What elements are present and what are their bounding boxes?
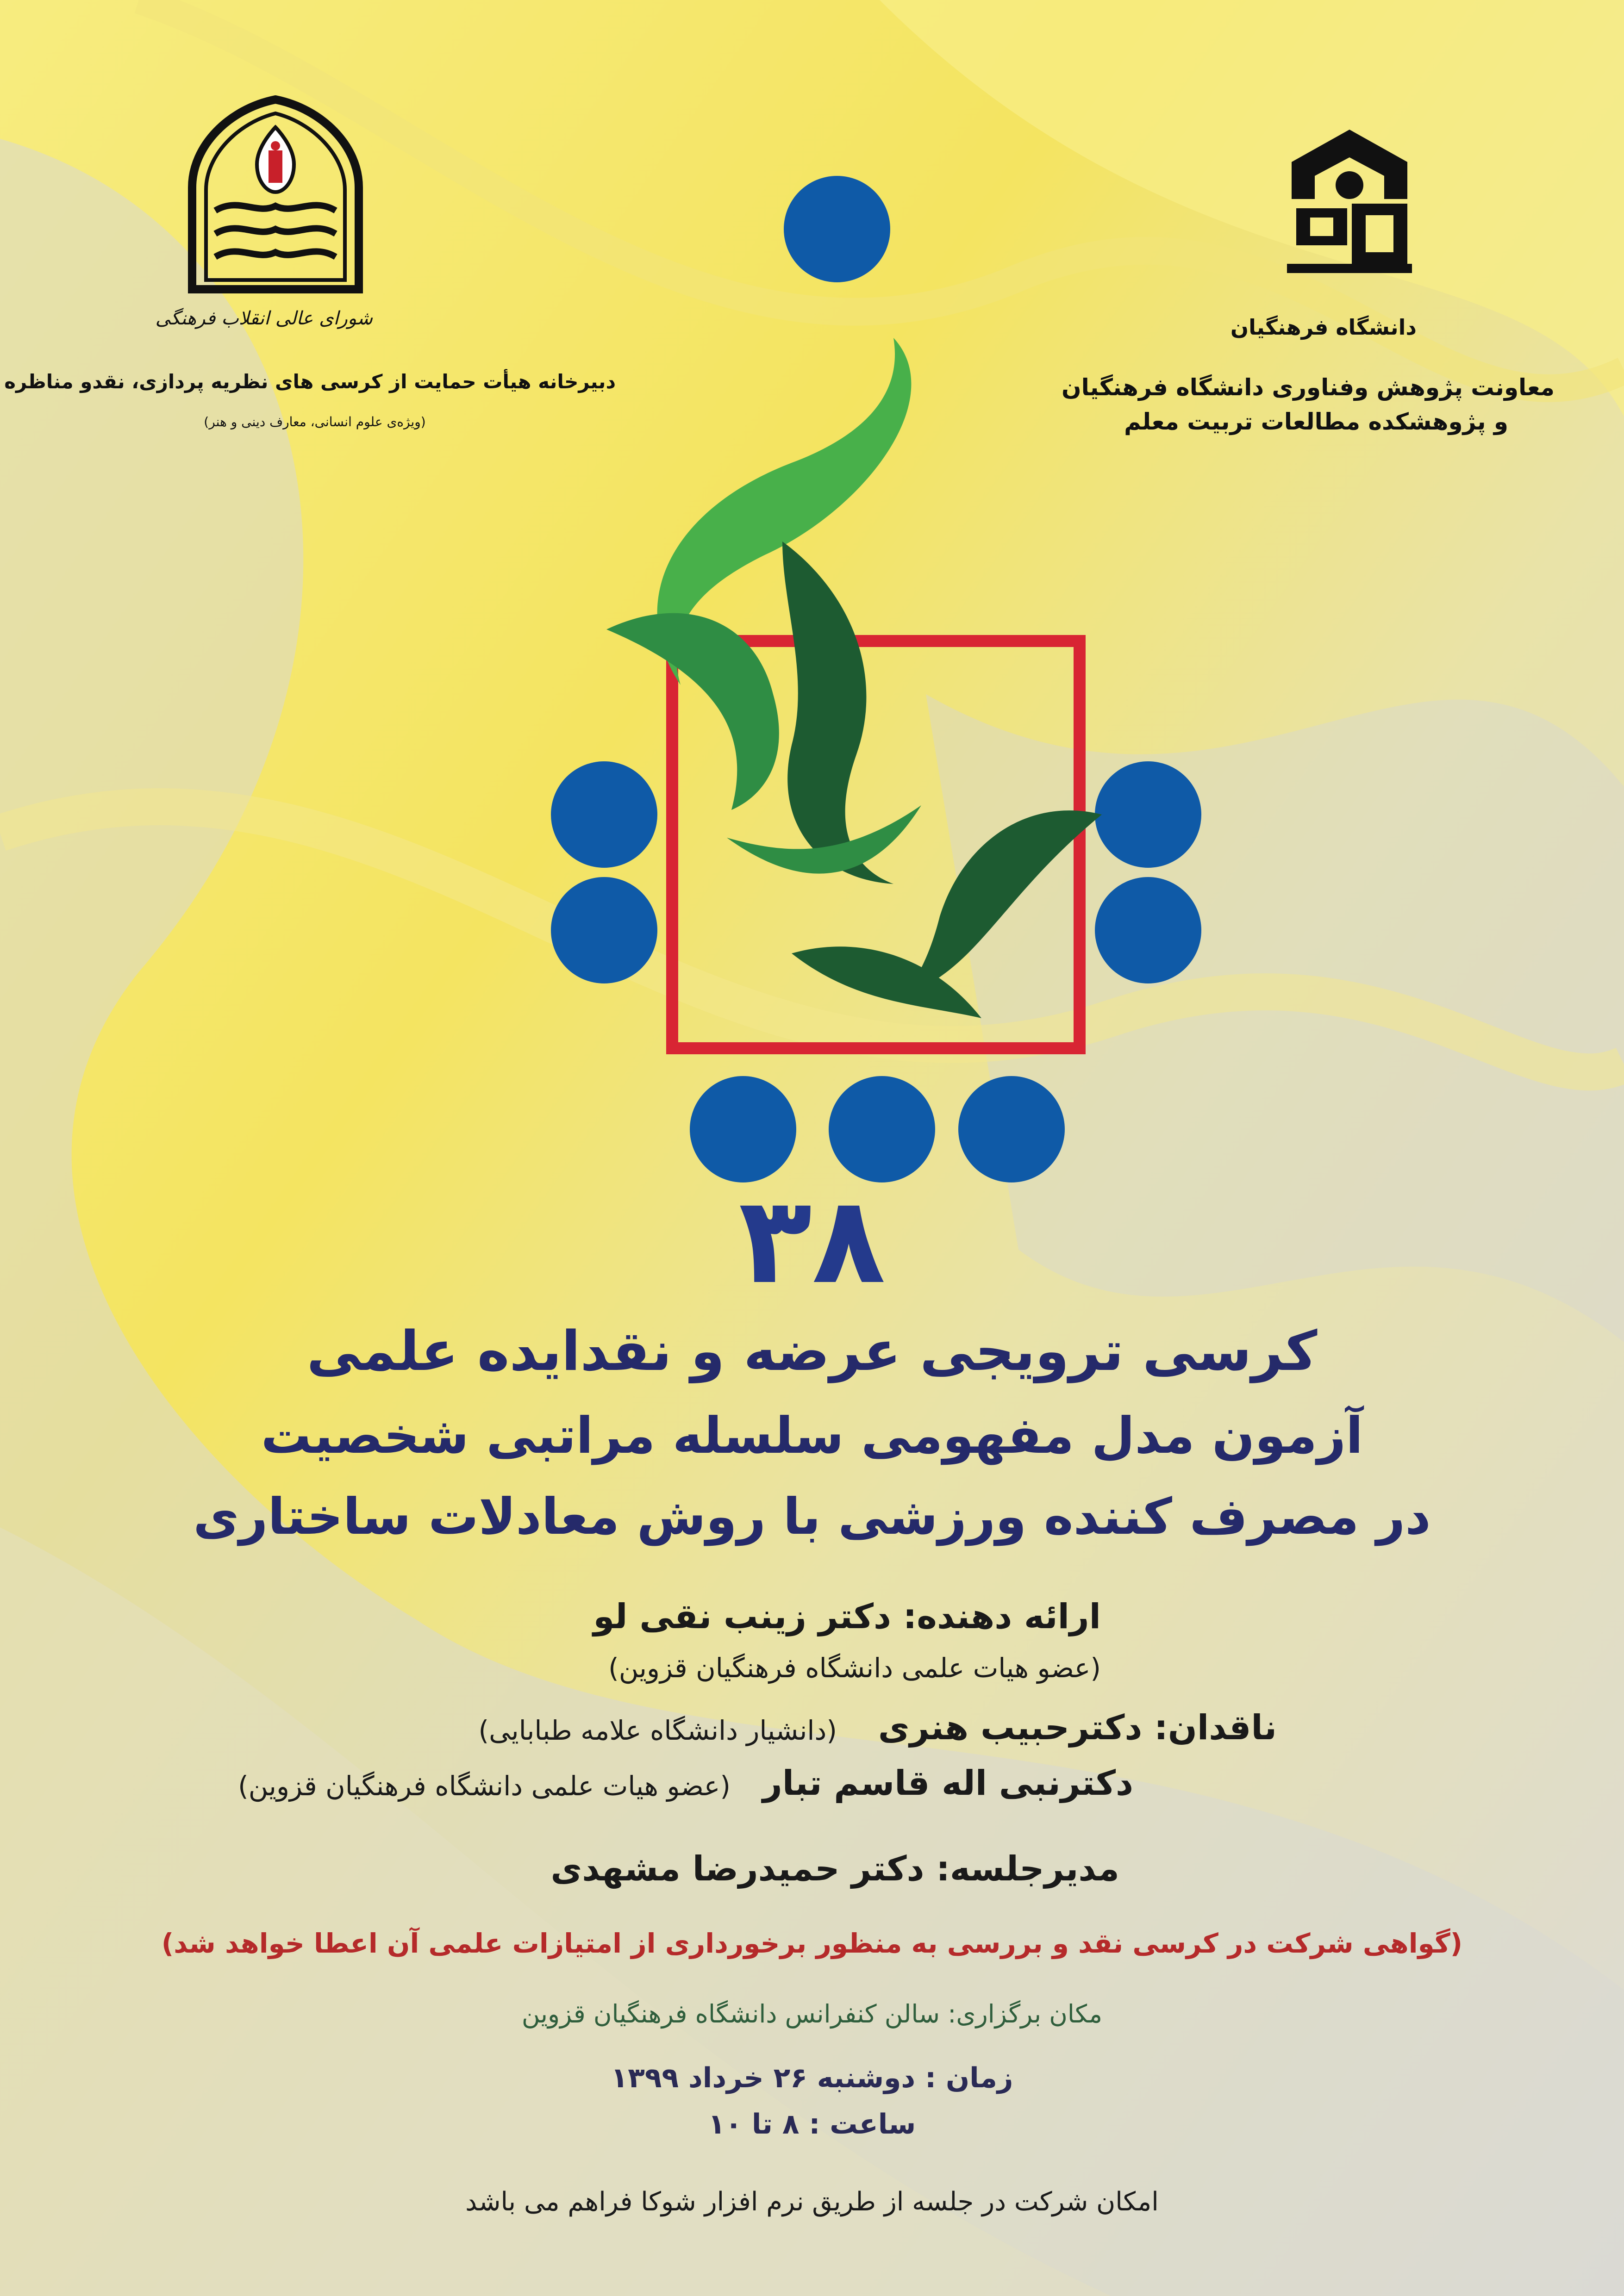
kursi-emblem-icon xyxy=(532,176,1236,1194)
farhangian-university-logo xyxy=(1282,125,1417,278)
presenter-affiliation: (عضو هیات علمی دانشگاه فرهنگیان قزوین) xyxy=(608,1652,1101,1684)
event-number: ۳۸ xyxy=(738,1171,886,1311)
critic-1-affiliation: (دانشیار دانشگاه علامه طبابایی) xyxy=(478,1715,837,1746)
right-logo-wordmark: دانشگاه فرهنگیان xyxy=(1230,315,1417,340)
right-logo-caption-2: و پژوهشکده مطالعات تربیت معلم xyxy=(1124,408,1508,435)
subtitle-line-1: آزمون مدل مفهومی سلسله مراتبی شخصیت xyxy=(261,1407,1363,1465)
venue: مکان برگزاری: سالن کنفرانس دانشگاه فرهنگیان قزوین xyxy=(521,1999,1103,2028)
moderator: مدیرجلسه: دکتر حمیدرضا مشهدی xyxy=(550,1849,1119,1889)
event-date: زمان : دوشنبه ۲۶ خرداد ۱۳۹۹ xyxy=(611,2062,1013,2094)
critic-1: ناقدان: دکترحبیب هنری xyxy=(878,1708,1277,1748)
right-logo-caption-1: معاونت پژوهش وفناوری دانشگاه فرهنگیان xyxy=(1061,374,1555,401)
event-time: ساعت : ۸ تا ۱۰ xyxy=(708,2108,916,2140)
presenter: ارائه دهنده: دکتر زینب نقی لو xyxy=(593,1597,1101,1636)
cultural-revolution-council-seal xyxy=(178,95,373,303)
left-logo-caption-2: (ویژه‌ی علوم انسانی، معارف دینی و هنر) xyxy=(204,414,426,429)
subtitle-line-2: در مصرف کننده ورزشی با روش معادلات ساختاری xyxy=(193,1488,1431,1546)
online-note: امکان شرکت در جلسه از طریق نرم افزار شوکا فراهم می باشد xyxy=(465,2187,1159,2217)
critic-2-affiliation: (عضو هیات علمی دانشگاه فرهنگیان قزوین) xyxy=(238,1770,731,1802)
critic-2: دکترنبی اله قاسم تبار xyxy=(762,1763,1133,1803)
seal-caption: شورای عالی انقلاب فرهنگی xyxy=(155,308,373,329)
certificate-note: (گواهی شرکت در کرسی نقد و بررسی به منظور برخورداری از امتیازات علمی آن اعطا خواهد شد) xyxy=(161,1928,1463,1959)
left-logo-caption-1: دبیرخانه هیأت حمایت از کرسی های نظریه پردازی، نقدو مناظره xyxy=(4,370,616,393)
event-title: کرسی ترویجی عرضه و نقدایده علمی xyxy=(306,1319,1318,1383)
